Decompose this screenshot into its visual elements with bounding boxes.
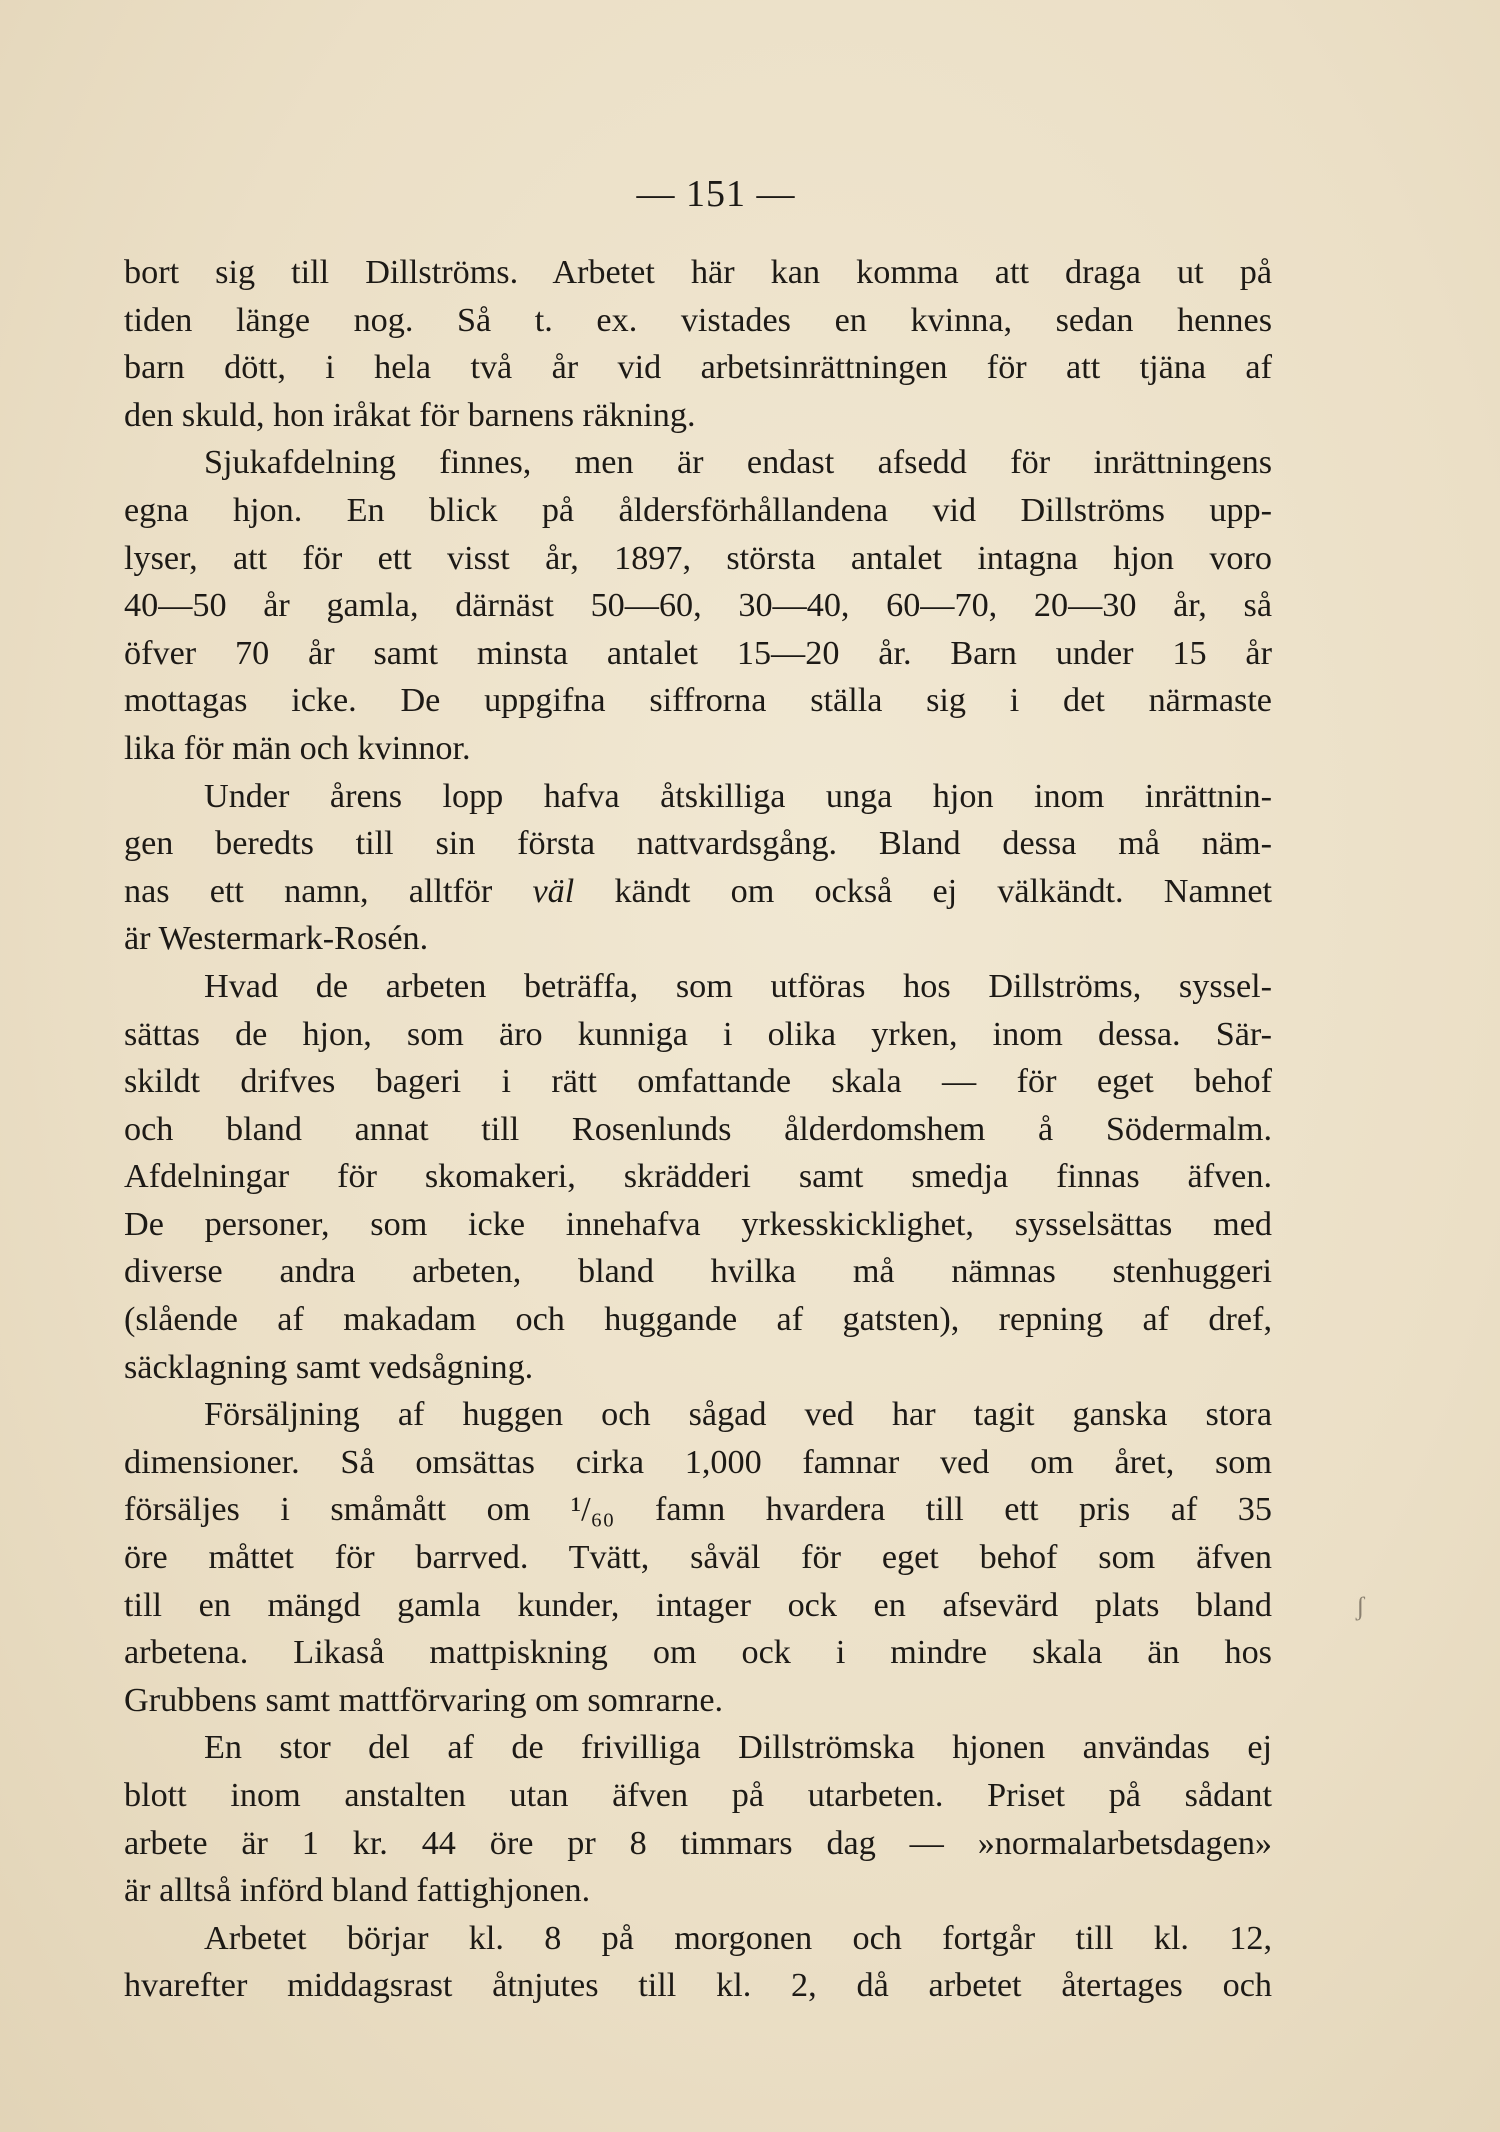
text-line: lika för män och kvinnor.	[124, 729, 471, 767]
text-line: öre måttet för barrved. Tvätt, såväl för eget behof som äfven	[124, 1539, 1272, 1577]
text-line: Hvad de arbeten beträffa, som utföras hos Dillströms, syssel-	[204, 967, 1272, 1005]
text-line: hvarefter middagsrast åtnjutes till kl. 2, då arbetet återtages och	[124, 1967, 1272, 2005]
text-line: nas ett namn, alltför väl kändt om också ej välkändt. Namnet	[124, 872, 1272, 910]
text-line: öfver 70 år samt minsta antalet 15—20 år. Barn under 15 år	[124, 634, 1272, 672]
text-line: bort sig till Dillströms. Arbetet här kan komma att draga ut på	[124, 254, 1272, 291]
text-line: mottagas icke. De uppgifna siffrorna ställa sig i det närmaste	[124, 682, 1272, 720]
text-line: sättas de hjon, som äro kunniga i olika yrken, inom dessa. Sär-	[124, 1015, 1272, 1053]
text-line: tiden länge nog. Så t. ex. vistades en kvinna, sedan hennes	[124, 301, 1272, 339]
text-line: och bland annat till Rosenlunds ålderdomshem å Södermalm.	[124, 1110, 1272, 1148]
text-line: Under årens lopp hafva åtskilliga unga hjon inom inrättnin-	[204, 777, 1272, 815]
text-line: till en mängd gamla kunder, intager ock en afsevärd plats bland	[124, 1586, 1272, 1624]
text-line: arbete är 1 kr. 44 öre pr 8 timmars dag — »normalarbetsdagen»	[124, 1824, 1272, 1862]
text-line: En stor del af de frivilliga Dillströmska hjonen användas ej	[204, 1729, 1272, 1767]
text-line: skildt drifves bageri i rätt omfattande skala — för eget behof	[124, 1063, 1272, 1101]
text-line: (slående af makadam och huggande af gatsten), repning af dref,	[124, 1301, 1272, 1339]
margin-mark: ʃ	[1356, 1592, 1365, 1621]
text-line: är alltså införd bland fattighjonen.	[124, 1872, 591, 1910]
text-line: blott inom anstalten utan äfven på utarbeten. Priset på sådant	[124, 1777, 1272, 1814]
text-line: säcklagning samt vedsågning.	[124, 1348, 534, 1386]
body-text	[124, 249, 1272, 2010]
text-line: dimensioner. Så omsättas cirka 1,000 famnar ved om året, som	[124, 1443, 1272, 1481]
text-line: De personer, som icke innehafva yrkesskicklighet, sysselsättas med	[124, 1205, 1272, 1243]
text-line: arbetena. Likaså mattpiskning om ock i mindre skala än hos	[124, 1634, 1272, 1672]
text-line: är Westermark-Rosén.	[124, 920, 429, 958]
page-number: — 151 —	[636, 173, 796, 215]
text-line: Grubbens samt mattförvaring om somrarne.	[124, 1681, 724, 1719]
text-line: 40—50 år gamla, därnäst 50—60, 30—40, 60—70, 20—30 år, så	[124, 587, 1272, 625]
text-line: lyser, att för ett visst år, 1897, största antalet intagna hjon voro	[124, 539, 1272, 577]
text-line: barn dött, i hela två år vid arbetsinrättningen för att tjäna af	[124, 349, 1272, 387]
text-line: Försäljning af huggen och sågad ved har tagit ganska stora	[204, 1396, 1272, 1434]
text-line: diverse andra arbeten, bland hvilka må nämnas stenhuggeri	[124, 1253, 1272, 1291]
text-line: gen beredts till sin första nattvardsgång. Bland dessa må näm-	[124, 825, 1272, 863]
text-line: Arbetet börjar kl. 8 på morgonen och fortgår till kl. 12,	[204, 1919, 1272, 1957]
text-line: Afdelningar för skomakeri, skrädderi samt smedja finnas äfven.	[124, 1158, 1272, 1196]
text-line: egna hjon. En blick på åldersförhållandena vid Dillströms upp-	[124, 491, 1272, 529]
text-line: Sjukafdelning finnes, men är endast afsedd för inrättningens	[204, 444, 1272, 482]
text-line: den skuld, hon iråkat för barnens räkning.	[124, 396, 696, 434]
text-line: försäljes i småmått om ¹/₆₀ famn hvardera till ett pris af 35	[124, 1491, 1272, 1529]
